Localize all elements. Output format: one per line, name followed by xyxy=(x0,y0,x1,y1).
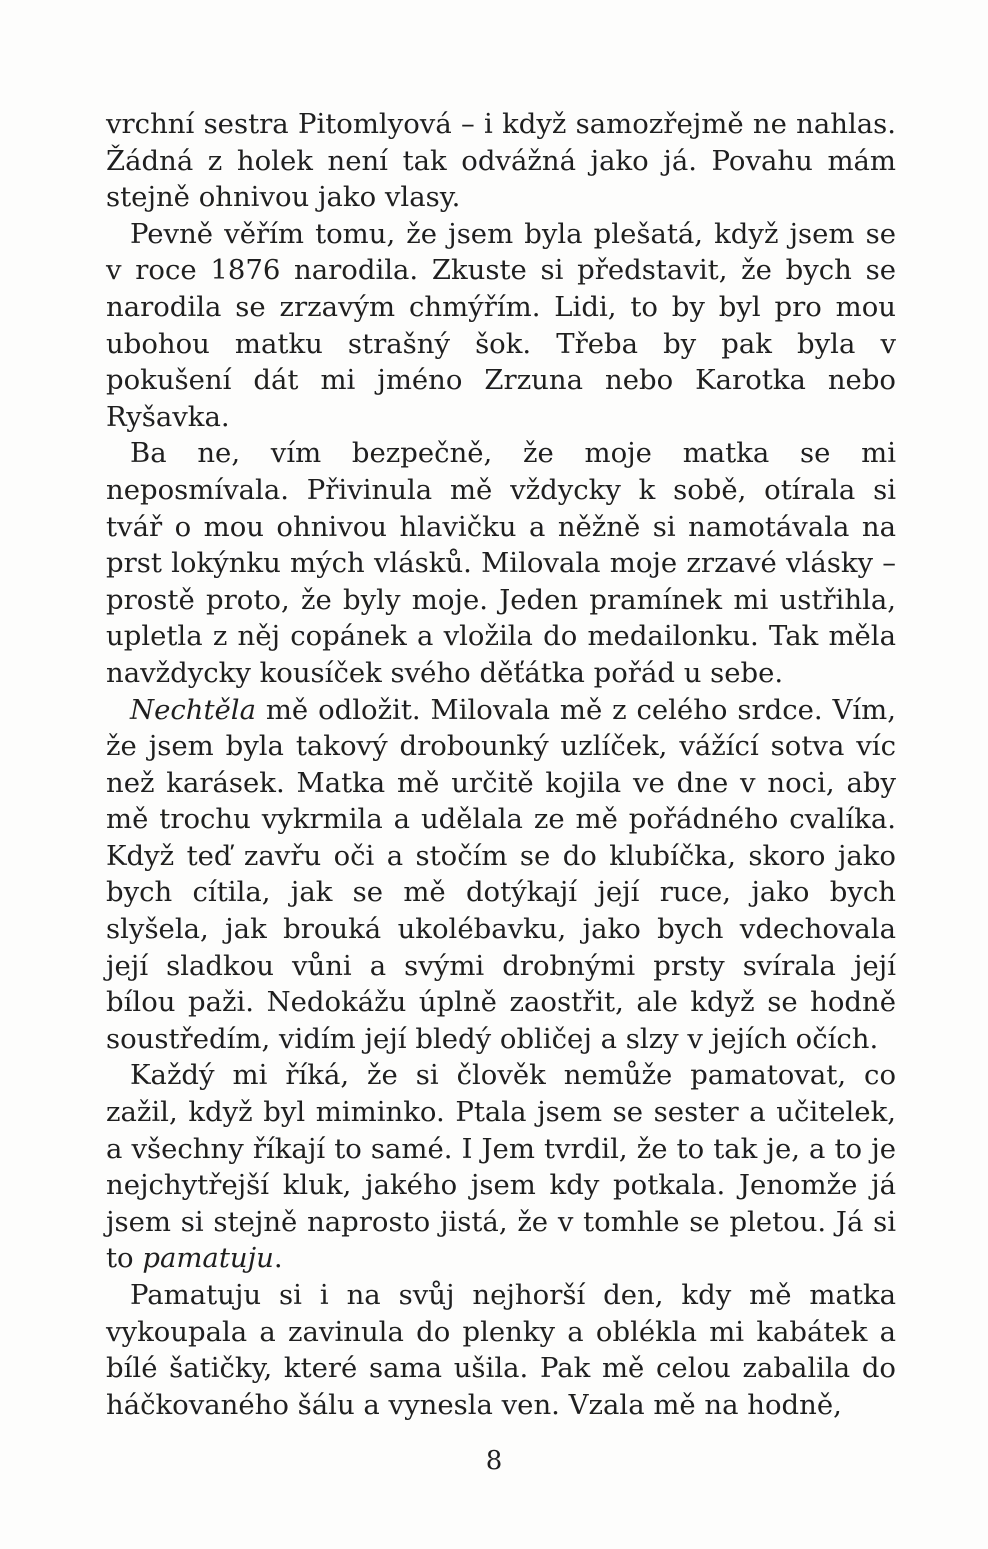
paragraph-5-text: Každý mi říká, že si člověk nemůže pamatovat, co zažil, když byl miminko. Ptala jsem se sester a učitelek, a všechny říkají to samé. I Jem tvrdil, že to tak je, a to je nejchytřejší kluk, jakého jsem kdy potkala. Jenomže já jsem si stejně naprosto jistá, že v tomhle se pletou. Já si to xyxy=(106,1059,896,1275)
page-body-text xyxy=(106,106,896,1423)
paragraph-4 xyxy=(106,692,896,1058)
paragraph-2 xyxy=(106,216,896,436)
paragraph-5-italic-word: pamatuju xyxy=(142,1242,274,1275)
paragraph-3-text: Ba ne, vím bezpečně, že moje matka se mi neposmívala. Přivinula mě vždycky k sobě, otírala si tvář o mou ohnivou hlavičku a něžně si namotávala na prst lokýnku mých vlásků. Milovala moje zrzavé vlásky – prostě proto, že byly moje. Jeden pramínek mi ustřihla, upletla z něj copánek a vložila do medailonku. Tak měla navždycky kousíček svého děťátka pořád u sebe. xyxy=(106,437,896,689)
paragraph-3 xyxy=(106,435,896,691)
paragraph-4-italic-word: Nechtěla xyxy=(130,693,256,726)
paragraph-4-text: mě odložit. Milovala mě z celého srdce. Vím, že jsem byla takový drobounký uzlíček, vážící sotva víc než karásek. Matka mě určitě kojila ve dne v noci, aby mě trochu vykrmila a udělala ze mě pořádného cvalíka. Když teď zavřu oči a stočím se do klubíčka, skoro jako bych cítila, jak se mě dotýkají její ruce, jako bych slyšela, jak brouká ukolébavku, jako bych vdechovala její sladkou vůni a svými drobnými prsty svírala její bílou paži. Nedokážu úplně zaostřit, ale když se hodně soustředím, vidím její bledý obličej a slzy v jejích očích. xyxy=(106,693,896,1055)
paragraph-5 xyxy=(106,1057,896,1277)
paragraph-6-text: Pamatuju si i na svůj nejhorší den, kdy mě matka vykoupala a zavinula do plenky a oblékla mi kabátek a bílé šatičky, které sama ušila. Pak mě celou zabalila do háčkovaného šálu a vynesla ven. Vzala mě na hodně, xyxy=(106,1279,896,1421)
paragraph-2-text: Pevně věřím tomu, že jsem byla plešatá, když jsem se v roce 1876 narodila. Zkuste si představit, že bych se narodila se zrzavým chmýřím. Lidi, to by byl pro mou ubohou matku strašný šok. Třeba by pak byla v pokušení dát mi jméno Zrzuna nebo Karotka nebo Ryšavka. xyxy=(106,217,896,433)
page-number: 8 xyxy=(485,1446,503,1476)
paragraph-5-end: . xyxy=(273,1242,283,1275)
paragraph-1-text: vrchní sestra Pitomlyová – i když samozřejmě ne nahlas. Žádná z holek není tak odvážná jako já. Povahu mám stejně ohnivou jako vlasy. xyxy=(106,108,896,214)
paragraph-1 xyxy=(106,106,896,216)
paragraph-6 xyxy=(106,1277,896,1423)
